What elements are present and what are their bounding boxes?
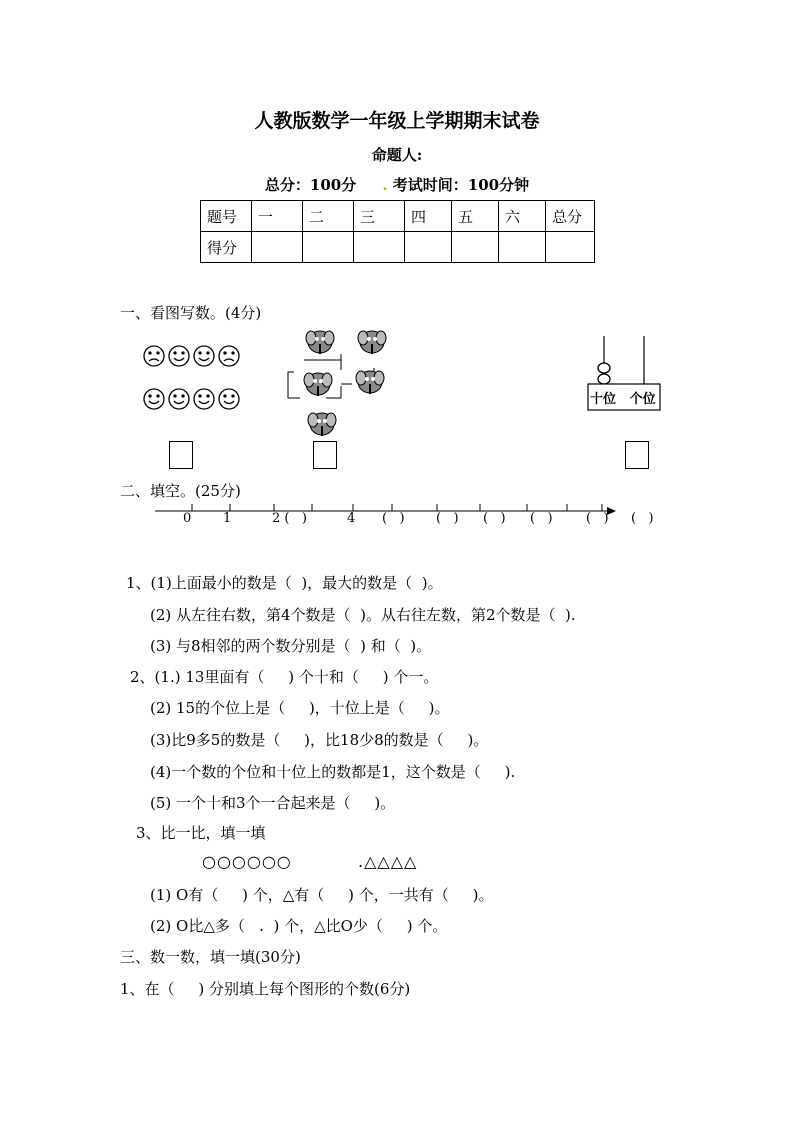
question-text: 1、(1)上面最小的数是（ )，最大的数是（ )。 bbox=[126, 574, 443, 592]
score-input-cell[interactable] bbox=[452, 232, 499, 263]
abacus-labels bbox=[590, 388, 656, 407]
tick-label: 4 bbox=[347, 511, 356, 526]
exam-title: 人教版数学一年级上学期期末试卷 bbox=[254, 110, 540, 132]
smiley-faces-group bbox=[142, 344, 242, 414]
face-icon bbox=[219, 389, 239, 409]
face-icon bbox=[194, 389, 214, 409]
question-text: (2) O比△多（ . ) 个，△比O少（ ) 个。 bbox=[150, 917, 448, 935]
table-cell: 总分 bbox=[546, 201, 595, 232]
table-cell: 五 bbox=[452, 201, 499, 232]
question-text: (3) 与8相邻的两个数分别是（ ) 和（ )。 bbox=[150, 637, 432, 655]
question-text: (1) O有（ ) 个，△有（ ) 个，一共有（ )。 bbox=[150, 886, 494, 904]
ones-label: 个位 bbox=[629, 392, 656, 407]
stray-dot: . bbox=[382, 176, 388, 194]
tick-label: ( ) bbox=[382, 511, 405, 526]
table-cell: 六 bbox=[499, 201, 546, 232]
elephants-group bbox=[286, 324, 396, 444]
score-input-cell[interactable] bbox=[252, 232, 303, 263]
table-cell: 二 bbox=[303, 201, 354, 232]
elephant-icon bbox=[306, 331, 334, 354]
table-cell: 四 bbox=[405, 201, 452, 232]
tick-label: 1 bbox=[223, 511, 232, 526]
section1-heading: 一、看图写数。(4分) bbox=[120, 304, 262, 322]
question-text: (5) 一个十和3个一合起来是（ )。 bbox=[150, 794, 396, 812]
table-cell: 题号 bbox=[201, 201, 252, 232]
table-cell: 得分 bbox=[201, 232, 252, 263]
tick-label: ( ) bbox=[530, 511, 553, 526]
tick-label: ( ) bbox=[436, 511, 459, 526]
elephant-icon bbox=[304, 373, 332, 396]
question-text: (3)比9多5的数是（ )，比18少8的数是（ )。 bbox=[150, 731, 489, 749]
score-input-cell[interactable] bbox=[499, 232, 546, 263]
score-input-cell[interactable] bbox=[354, 232, 405, 263]
question-heading: 3、比一比，填一填 bbox=[136, 824, 266, 842]
score-input-cell[interactable] bbox=[303, 232, 354, 263]
score-table bbox=[200, 200, 595, 263]
face-icon bbox=[144, 346, 164, 366]
section3-heading: 三、数一数，填一填(30分) bbox=[120, 948, 301, 966]
score-input-cell[interactable] bbox=[405, 232, 452, 263]
triangles-row: .△△△△ bbox=[358, 852, 418, 871]
question-text: (2) 15的个位上是（ )，十位上是（ )。 bbox=[150, 699, 450, 717]
elephant-icon bbox=[358, 331, 386, 354]
tick-label: 0 bbox=[183, 511, 192, 526]
answer-box[interactable] bbox=[625, 441, 649, 469]
question-text: 1、在（ ) 分别填上每个图形的个数(6分) bbox=[120, 980, 411, 998]
question-text: 2、(1.) 13里面有（ ) 个十和（ ) 个一。 bbox=[130, 668, 439, 686]
table-cell: 三 bbox=[354, 201, 405, 232]
tick-label: 2 ( ) bbox=[272, 511, 307, 526]
section2-heading: 二、填空。(25分) bbox=[120, 482, 241, 500]
question-text: (2) 从左往右数，第4个数是（ )。从右往左数，第2个数是（ ). bbox=[150, 606, 576, 624]
tick-label: ( ) bbox=[631, 511, 654, 526]
table-cell: 一 bbox=[252, 201, 303, 232]
elephant-icon bbox=[308, 413, 336, 436]
face-icon bbox=[219, 346, 239, 366]
face-icon bbox=[169, 389, 189, 409]
circles-row: ○○○○○○ bbox=[202, 852, 292, 871]
exam-info bbox=[0, 174, 794, 195]
face-icon bbox=[194, 346, 214, 366]
face-icon bbox=[144, 389, 164, 409]
score-input-cell[interactable] bbox=[546, 232, 595, 263]
exam-time: 考试时间：100分钟 bbox=[392, 176, 530, 194]
answer-box[interactable] bbox=[313, 441, 337, 469]
answer-box[interactable] bbox=[169, 441, 193, 469]
tick-label: ( ) bbox=[483, 511, 506, 526]
face-icon bbox=[169, 346, 189, 366]
tick-label: ( ) bbox=[586, 511, 609, 526]
question-text: (4)一个数的个位和十位上的数都是1，这个数是（ ). bbox=[150, 763, 516, 781]
elephant-icon bbox=[356, 371, 384, 394]
total-score: 总分：100分 bbox=[264, 176, 357, 194]
score-table-score-row bbox=[201, 232, 595, 263]
tens-label: 十位 bbox=[590, 392, 617, 407]
author-label: 命题人: bbox=[371, 146, 423, 164]
score-table-header-row bbox=[201, 201, 595, 232]
